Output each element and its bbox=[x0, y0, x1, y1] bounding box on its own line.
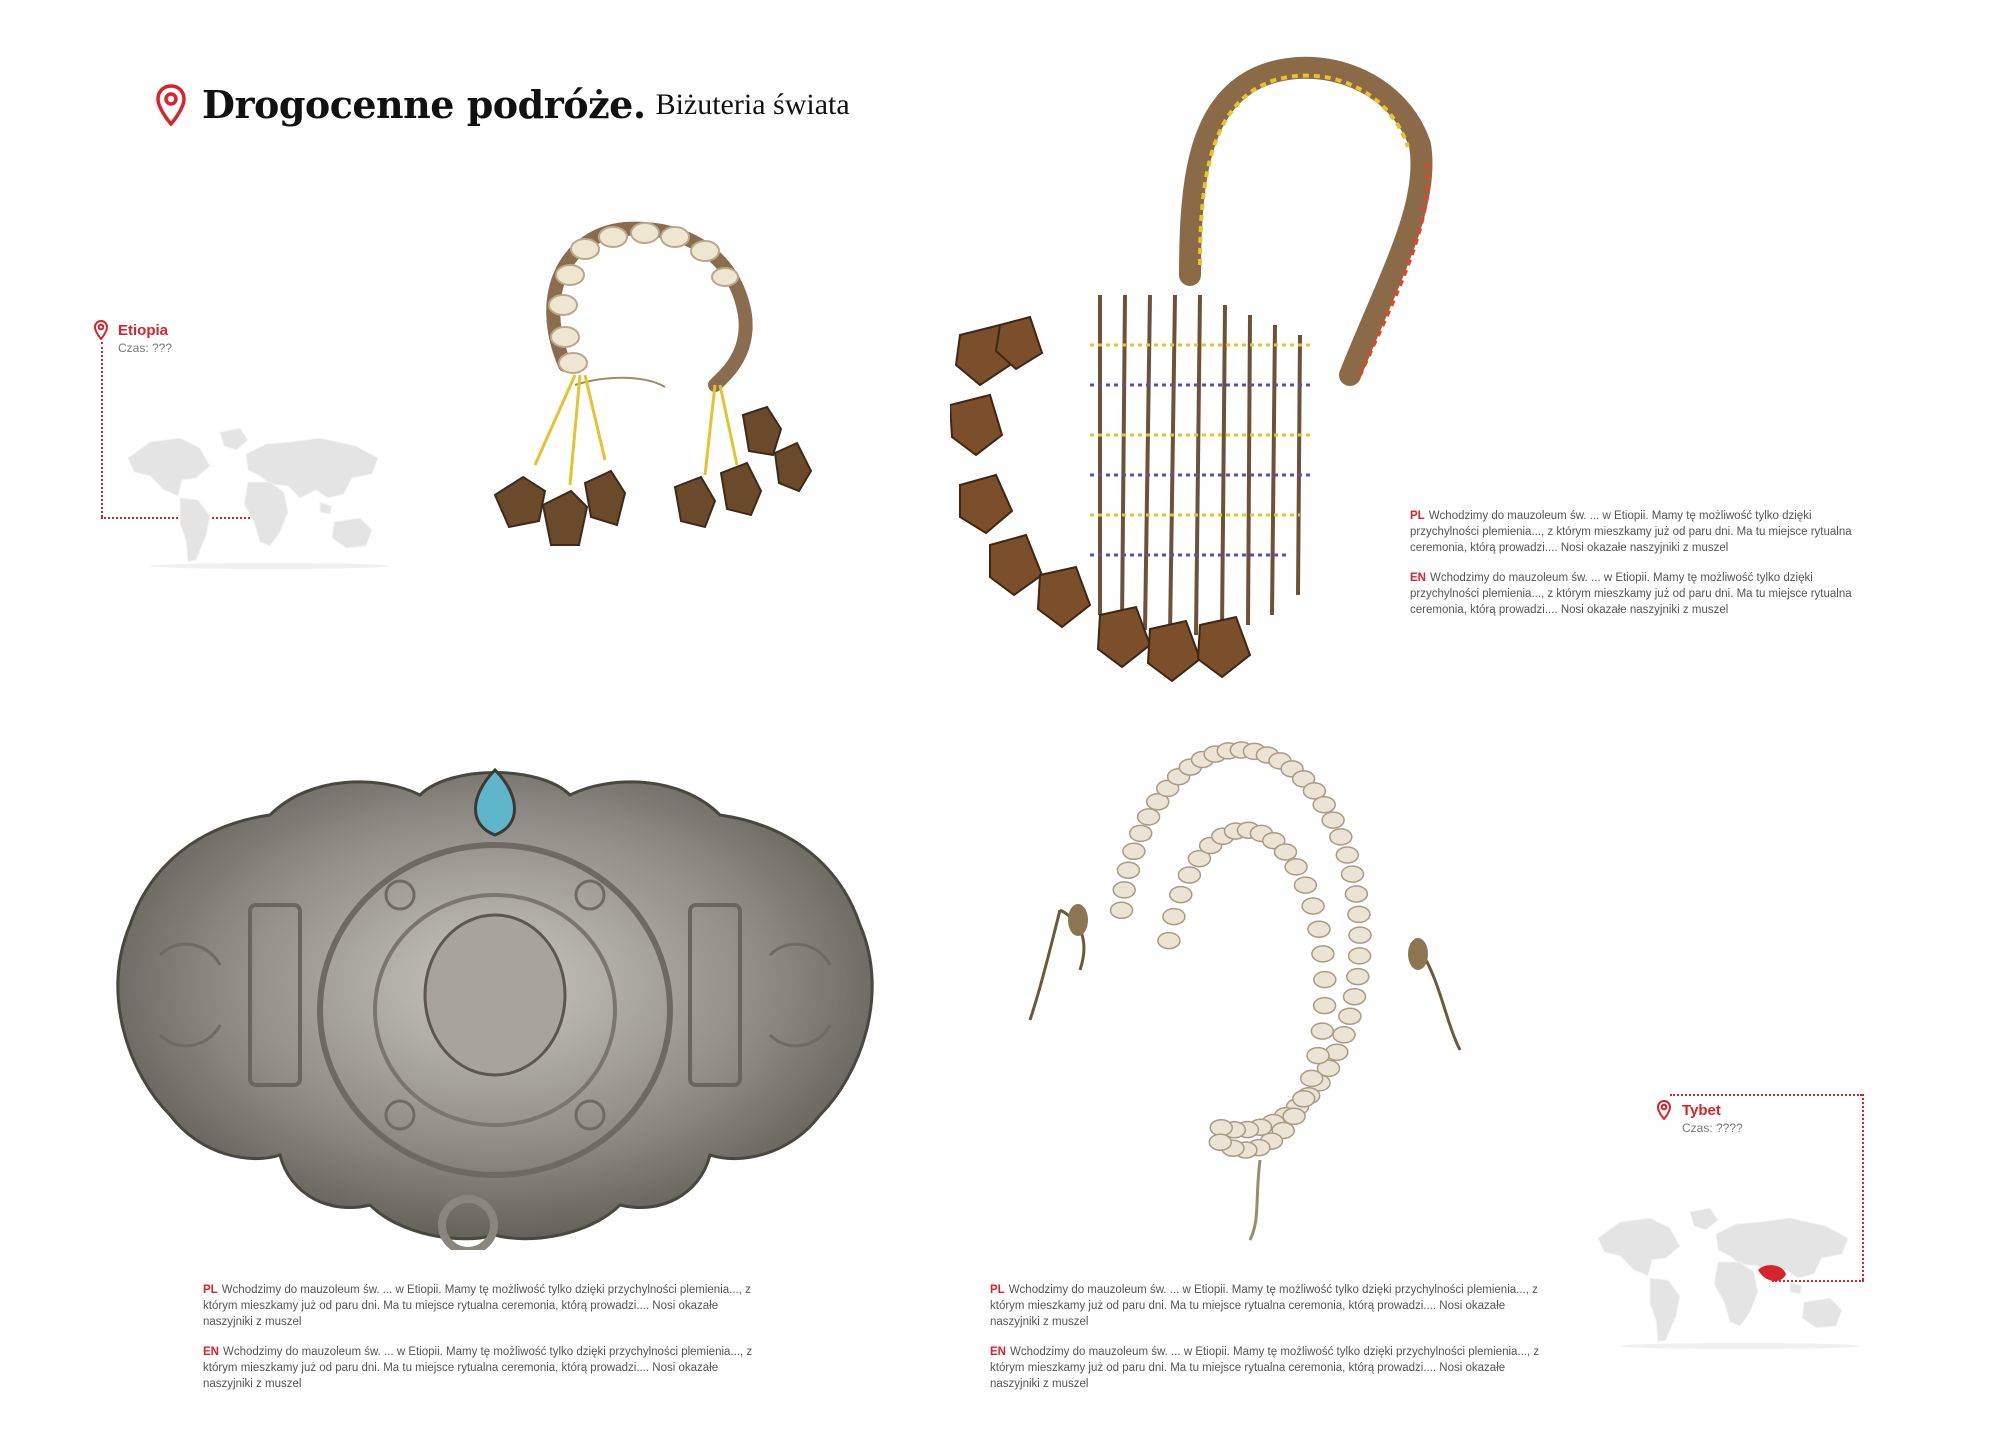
mala-bead bbox=[1344, 989, 1366, 1005]
mala-bead bbox=[1275, 844, 1297, 860]
mala-bead bbox=[1347, 969, 1369, 985]
caption-text-pl: Wchodzimy do mauzoleum św. ... w Etiopii. Mamy tę możliwość tylko dzięki przychylności plemienia..., z którym mieszkamy już od paru dni. Ma tu miejsce rytualna ceremonia, którą prowadzi.... Nosi okazałe naszyjniki z muszel bbox=[203, 1284, 751, 1328]
mala-bead bbox=[1113, 882, 1135, 898]
lang-label-pl: PL bbox=[203, 1284, 218, 1296]
mala-bead bbox=[1313, 797, 1335, 813]
mala-bead bbox=[1348, 906, 1370, 922]
mala-bead bbox=[1342, 866, 1364, 882]
location-pin-icon bbox=[156, 84, 186, 126]
world-map-icon bbox=[1590, 1200, 1860, 1350]
mala-bead bbox=[1307, 1048, 1329, 1064]
mala-bead bbox=[1209, 1134, 1231, 1150]
mala-bead bbox=[1311, 1023, 1333, 1039]
location-name: Tybet bbox=[1682, 1102, 1721, 1119]
lang-label-en: EN bbox=[203, 1346, 219, 1358]
mala-bead bbox=[1293, 1091, 1315, 1107]
mala-bead bbox=[1138, 809, 1160, 825]
caption-text-pl: Wchodzimy do mauzoleum św. ... w Etiopii. Mamy tę możliwość tylko dzięki przychylności plemienia..., z którym mieszkamy już od paru dni. Ma tu miejsce rytualna ceremonia, którą prowadzi.... Nosi okazałe naszyjniki z muszel bbox=[1410, 510, 1852, 554]
caption-bottom-right bbox=[990, 1282, 1550, 1406]
location-time: Czas: ??? bbox=[118, 341, 173, 355]
caption-top-right bbox=[1410, 508, 1860, 632]
mala-bead bbox=[1322, 812, 1344, 828]
dotted-connector bbox=[1862, 1094, 1864, 1280]
mala-bead bbox=[1314, 972, 1336, 988]
mala-bead bbox=[1111, 902, 1133, 918]
mala-bead bbox=[1349, 927, 1371, 943]
mala-bead bbox=[1163, 909, 1185, 925]
mala-bead bbox=[1302, 898, 1324, 914]
mala-bead bbox=[1117, 862, 1139, 878]
caption-bottom-left bbox=[203, 1282, 763, 1406]
mala-bead bbox=[1349, 948, 1371, 964]
mala-bead bbox=[1294, 877, 1316, 893]
caption-text-en: Wchodzimy do mauzoleum św. ... w Etiopii. Mamy tę możliwość tylko dzięki przychylności plemienia..., z którym mieszkamy już od paru dni. Ma tu miejsce rytualna ceremonia, którą prowadzi.... Nosi okazałe naszyjniki z muszel bbox=[1410, 572, 1852, 616]
dotted-connector bbox=[1670, 1094, 1862, 1096]
mala-bead bbox=[1339, 1008, 1361, 1024]
mala-bead bbox=[1312, 946, 1334, 962]
mala-bead bbox=[1210, 1120, 1232, 1136]
location-label-etiopia bbox=[118, 322, 172, 355]
caption-text-en: Wchodzimy do mauzoleum św. ... w Etiopii. Mamy tę możliwość tylko dzięki przychylności plemienia..., z którym mieszkamy już od paru dni. Ma tu miejsce rytualna ceremonia, którą prowadzi.... Nosi okazałe naszyjniki z muszel bbox=[203, 1346, 753, 1390]
lang-label-en: EN bbox=[1410, 572, 1426, 584]
location-name: Etiopia bbox=[118, 322, 169, 339]
location-marker-etiopia bbox=[94, 320, 108, 340]
world-map-icon bbox=[120, 420, 390, 570]
title-sub: Biżuteria świata bbox=[655, 87, 850, 121]
dotted-connector bbox=[101, 342, 103, 517]
location-time: Czas: ???? bbox=[1682, 1121, 1743, 1135]
mala-bead bbox=[1130, 825, 1152, 841]
page-title bbox=[156, 82, 850, 127]
silver-buckle-image bbox=[100, 755, 890, 1250]
mala-bead bbox=[1285, 859, 1307, 875]
lang-label-pl: PL bbox=[1410, 510, 1425, 522]
mala-bead bbox=[1308, 921, 1330, 937]
mala-bead bbox=[1336, 847, 1358, 863]
mala-bead bbox=[1123, 843, 1145, 859]
lang-label-en: EN bbox=[990, 1346, 1006, 1358]
cowrie-bracelet-image bbox=[475, 215, 835, 585]
lang-label-pl: PL bbox=[990, 1284, 1005, 1296]
location-pin-icon bbox=[94, 320, 108, 340]
location-marker-tybet bbox=[1657, 1100, 1671, 1120]
bone-mala-necklace-image bbox=[1020, 740, 1480, 1260]
mala-bead bbox=[1330, 829, 1352, 845]
mala-bead bbox=[1333, 1027, 1355, 1043]
mala-beads bbox=[1111, 742, 1372, 1158]
mala-bead bbox=[1158, 933, 1180, 949]
location-pin-icon bbox=[1657, 1100, 1671, 1120]
mala-bead bbox=[1314, 998, 1336, 1014]
caption-text-en: Wchodzimy do mauzoleum św. ... w Etiopii. Mamy tę możliwość tylko dzięki przychylności plemienia..., z którym mieszkamy już od paru dni. Ma tu miejsce rytualna ceremonia, którą prowadzi.... Nosi okazałe naszyjniki z muszel bbox=[990, 1346, 1540, 1390]
mala-bead bbox=[1345, 886, 1367, 902]
location-label-tybet bbox=[1682, 1102, 1743, 1135]
mala-bead bbox=[1170, 887, 1192, 903]
mala-bead bbox=[1178, 867, 1200, 883]
mala-bead bbox=[1283, 1108, 1305, 1124]
caption-text-pl: Wchodzimy do mauzoleum św. ... w Etiopii. Mamy tę możliwość tylko dzięki przychylności plemienia..., z którym mieszkamy już od paru dni. Ma tu miejsce rytualna ceremonia, którą prowadzi.... Nosi okazałe naszyjniki z muszel bbox=[990, 1284, 1538, 1328]
mala-bead bbox=[1301, 1070, 1323, 1086]
title-main: Drogocenne podróże. bbox=[202, 82, 646, 127]
